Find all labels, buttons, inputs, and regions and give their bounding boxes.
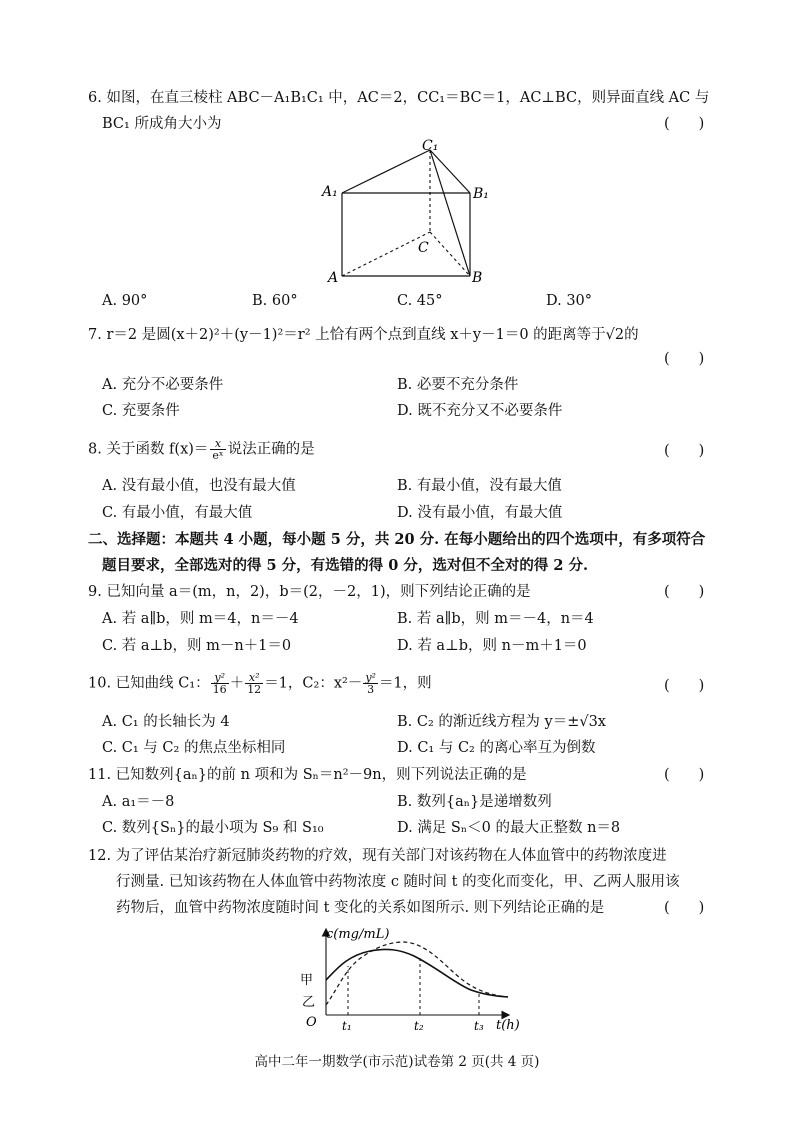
q12-stem-line2: 行测量. 已知该药物在人体血管中药物浓度 c 随时间 t 的变化而变化，甲、乙两人服用该 [116, 874, 680, 890]
label-yi: 乙 [302, 995, 316, 1010]
q10-fraction-2-den: 12 [247, 683, 262, 696]
q8-option-b: B. 有最小值，没有最大值 [397, 478, 562, 494]
tick-t3: t₃ [474, 1019, 484, 1033]
tick-t1: t₁ [342, 1019, 352, 1033]
graph-origin: O [306, 1015, 317, 1030]
q12-stem-line1: 12. 为了评估某治疗新冠肺炎药物的疗效，现有关部门对该药物在人体血管中的药物浓度进 [88, 848, 667, 864]
q10-fraction-3 [363, 672, 378, 695]
graph-xlabel: t(h) [496, 1018, 520, 1033]
q11-option-d: D. 满足 Sₙ＜0 的最大正整数 n＝8 [397, 820, 621, 836]
q11-option-a: A. a₁＝－8 [102, 794, 175, 810]
q10-suffix: ＝1，则 [378, 675, 432, 692]
label-jia: 甲 [300, 973, 314, 988]
section-2-heading-line2: 题目要求，全部选对的得 5 分，有选错的得 0 分，选对但不全对的得 2 分. [102, 557, 589, 574]
q9-option-a: A. 若 a∥b，则 m＝4，n＝－4 [102, 611, 299, 627]
q8-fraction [210, 438, 225, 461]
q8-suffix: 说法正确的是 [227, 441, 315, 458]
q10-mid: ＝1，C₂：x²－ [264, 675, 363, 692]
label-C: C [418, 240, 429, 256]
q8-prefix: 8. 关于函数 f(x)＝ [88, 441, 209, 458]
q9-option-c: C. 若 a⊥b，则 m－n＋1＝0 [102, 638, 292, 654]
q7-stem: 7. r＝2 是圆(x＋2)²＋(y－1)²＝r² 上恰有两个点到直线 x＋y－1＝0 的距离等于√2的 [88, 327, 639, 343]
q10-fraction-1 [211, 672, 229, 695]
graph-ylabel: c(mg/mL) [326, 927, 390, 942]
q9-answer-paren: ( ) [664, 584, 705, 600]
q6-answer-paren: ( ) [664, 116, 705, 132]
q11-option-b: B. 数列{aₙ}是递增数列 [397, 794, 552, 810]
q8-option-d: D. 没有最小值，有最大值 [397, 505, 563, 521]
q8-fraction-num: x [210, 438, 225, 450]
q11-option-c: C. 数列{Sₙ}的最小项为 S₉ 和 S₁₀ [102, 820, 324, 836]
q10-plus: ＋ [229, 675, 245, 692]
q7-option-a: A. 充分不必要条件 [102, 377, 224, 393]
q8-option-c: C. 有最小值，有最大值 [102, 505, 253, 521]
q6-option-b: B. 60° [252, 293, 298, 309]
prism-figure [318, 136, 498, 288]
q7-answer-paren: ( ) [664, 351, 705, 367]
q9-option-d: D. 若 a⊥b，则 n－m＋1＝0 [397, 638, 587, 654]
q10-prefix: 10. 已知曲线 C₁： [88, 675, 210, 692]
q10-fraction-2-num: x² [245, 672, 263, 684]
q10-fraction-3-den: 3 [367, 683, 375, 696]
q7-option-c: C. 充要条件 [102, 403, 180, 419]
q8-fraction-den: eˣ [212, 449, 224, 462]
q12-stem-line3: 药物后，血管中药物浓度随时间 t 变化的关系如图所示. 则下列结论正确的是 [116, 900, 605, 916]
concentration-graph [296, 922, 528, 1036]
q10-option-c: C. C₁ 与 C₂ 的焦点坐标相同 [102, 740, 286, 756]
q6-option-a: A. 90° [102, 293, 148, 309]
q10-option-b: B. C₂ 的渐近线方程为 y＝±√3x [397, 714, 606, 730]
q7-option-d: D. 既不充分又不必要条件 [397, 403, 563, 419]
q11-stem: 11. 已知数列{aₙ}的前 n 项和为 Sₙ＝n²－9n，则下列说法正确的是 [88, 767, 527, 783]
q10-fraction-3-num: y² [365, 671, 376, 684]
label-A1: A₁ [322, 184, 338, 200]
q10-fraction-2 [245, 672, 263, 695]
q9-stem: 9. 已知向量 a＝(m，n，2)，b＝(2，－2，1)，则下列结论正确的是 [88, 584, 531, 600]
q6-option-d: D. 30° [546, 293, 593, 309]
label-B: B [472, 270, 483, 286]
q12-answer-paren: ( ) [664, 900, 705, 916]
label-A: A [328, 270, 339, 286]
q8-option-a: A. 没有最小值，也没有最大值 [102, 478, 296, 494]
q6-stem-line1: 6. 如图，在直三棱柱 ABC－A₁B₁C₁ 中，AC＝2，CC₁＝BC＝1，AC⊥BC，则异面直线 AC 与 [88, 90, 710, 106]
q10-stem [88, 672, 432, 695]
tick-t2: t₂ [414, 1019, 424, 1033]
q7-option-b: B. 必要不充分条件 [397, 377, 519, 393]
q10-option-d: D. C₁ 与 C₂ 的离心率互为倒数 [397, 740, 596, 756]
q9-option-b: B. 若 a∥b，则 m＝－4，n＝4 [397, 611, 594, 627]
q10-fraction-1-den: 16 [212, 683, 227, 696]
q8-stem [88, 438, 315, 461]
q10-option-a: A. C₁ 的长轴长为 4 [102, 714, 230, 730]
q10-fraction-1-num: y² [211, 672, 229, 684]
q8-answer-paren: ( ) [664, 443, 705, 459]
q11-answer-paren: ( ) [664, 767, 705, 783]
q6-stem-line2: BC₁ 所成角大小为 [102, 116, 222, 132]
label-C1: C₁ [422, 138, 439, 154]
q6-option-c: C. 45° [397, 293, 443, 309]
curve-yi [326, 942, 508, 1005]
section-2-heading-line1: 二、选择题：本题共 4 小题，每小题 5 分，共 20 分. 在每小题给出的四个选项中，有多项符合 [88, 531, 706, 548]
label-B1: B₁ [473, 186, 489, 202]
q10-answer-paren: ( ) [664, 678, 705, 694]
page-footer: 高中二年一期数学(市示范)试卷第 2 页(共 4 页) [254, 1054, 540, 1070]
